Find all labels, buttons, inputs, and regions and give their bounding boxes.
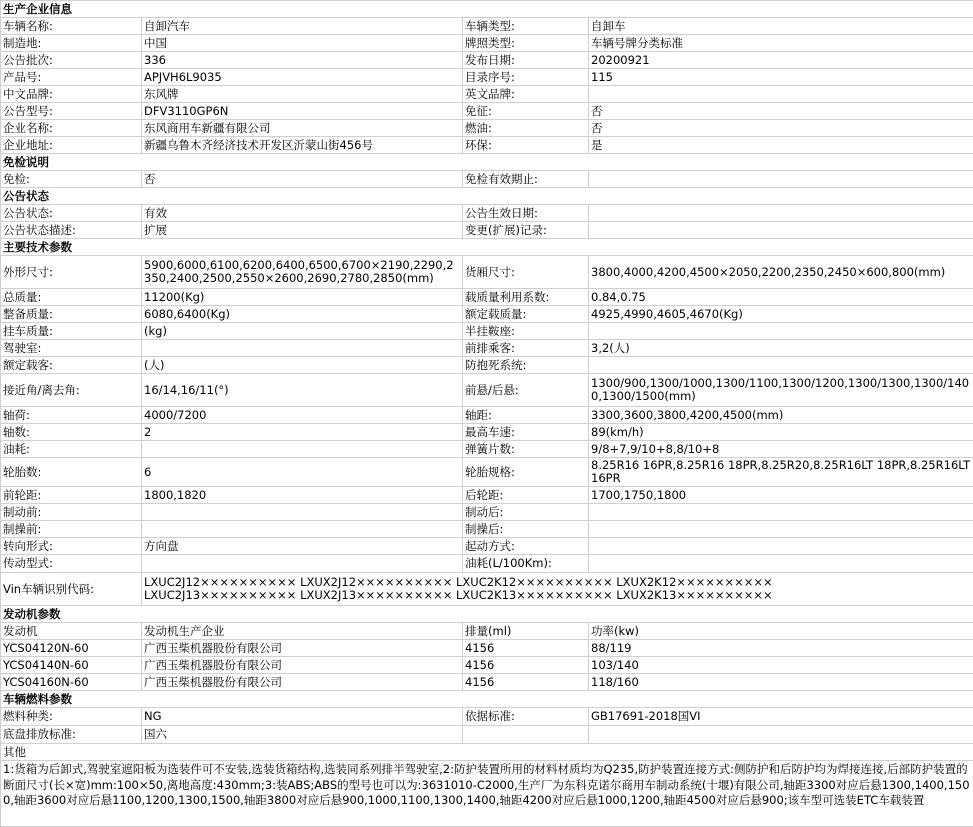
wheelbase-value: 3300,3600,3800,4200,4500(mm) <box>589 407 973 424</box>
emission-value: 国六 <box>142 726 463 744</box>
product-no-label: 产品号: <box>1 69 142 86</box>
engine-header-model: 发动机 <box>1 623 142 640</box>
vehicle-type-value: 自卸车 <box>589 18 973 35</box>
max-speed-label: 最高车速: <box>463 424 589 441</box>
vin-line-1: LXUC2J12×××××××××× LXUX2J12×××××××××× LXUC2K12×××××××××× LXUX2K12×××××××××× <box>144 576 971 589</box>
control-rear-value <box>589 521 973 538</box>
brake-front-label: 制动前: <box>1 504 142 521</box>
engine-displacement: 4156 <box>463 674 589 691</box>
engine-power: 103/140 <box>589 657 973 674</box>
vin-label: Vin车辆识别代码: <box>1 573 142 606</box>
cab-label: 驾驶室: <box>1 340 142 357</box>
status-label: 公告状态: <box>1 205 142 222</box>
rated-passengers-label: 额定载客: <box>1 357 142 374</box>
cab-value <box>142 340 463 357</box>
rated-passengers-value: (人) <box>142 357 463 374</box>
control-rear-label: 制操后: <box>463 521 589 538</box>
engine-power: 118/160 <box>589 674 973 691</box>
axles-label: 轴数: <box>1 424 142 441</box>
engine-header-maker: 发动机生产企业 <box>142 623 463 640</box>
model-label: 公告型号: <box>1 103 142 120</box>
engine-maker: 广西玉柴机器股份有限公司 <box>142 640 463 657</box>
gross-mass-value: 11200(Kg) <box>142 289 463 306</box>
fuel-use-label: 油耗: <box>1 441 142 458</box>
saddle-value <box>589 323 973 340</box>
en-brand-value <box>589 86 973 103</box>
load-util-label: 载质量利用系数: <box>463 289 589 306</box>
effective-date-label: 公告生效日期: <box>463 205 589 222</box>
section-title-producer: 生产企业信息 <box>1 1 973 18</box>
batch-value: 336 <box>142 52 463 69</box>
wheelbase-label: 轴距: <box>463 407 589 424</box>
emission-label: 底盘排放标准: <box>1 726 142 744</box>
brake-front-value <box>142 504 463 521</box>
eco-value: 是 <box>589 137 973 154</box>
company-value: 东风商用车新疆有限公司 <box>142 120 463 137</box>
other-label: 其他 <box>1 744 973 761</box>
product-no-value: APJVH6L9035 <box>142 69 463 86</box>
engine-model: YCS04160N-60 <box>1 674 142 691</box>
catalog-no-label: 目录序号: <box>463 69 589 86</box>
change-record-value <box>589 222 973 239</box>
saddle-label: 半挂鞍座: <box>463 323 589 340</box>
engine-maker: 广西玉柴机器股份有限公司 <box>142 657 463 674</box>
springs-value: 9/8+7,9/10+8,8/10+8 <box>589 441 973 458</box>
rated-load-value: 4925,4990,4605,4670(Kg) <box>589 306 973 323</box>
section-title-status: 公告状态 <box>1 188 973 205</box>
overhang-value: 1300/900,1300/1000,1300/1100,1300/1200,1300/1300,1300/1400,1300/1500(mm) <box>589 374 973 407</box>
engine-power: 88/119 <box>589 640 973 657</box>
abs-value <box>589 357 973 374</box>
tire-spec-label: 轮胎规格: <box>463 458 589 487</box>
drive-type-label: 传动型式: <box>1 555 142 573</box>
load-util-value: 0.84,0.75 <box>589 289 973 306</box>
engine-header-displacement: 排量(ml) <box>463 623 589 640</box>
section-title-tech: 主要技术参数 <box>1 239 973 256</box>
inspect-valid-until-value <box>589 171 973 188</box>
fuel-oil-label: 燃油: <box>463 120 589 137</box>
drive-type-value <box>142 555 463 573</box>
release-date-value: 20200921 <box>589 52 973 69</box>
status-value: 有效 <box>142 205 463 222</box>
fuel-100km-value <box>589 555 973 573</box>
steering-label: 转向形式: <box>1 538 142 555</box>
springs-label: 弹簧片数: <box>463 441 589 458</box>
engine-row <box>1 674 973 691</box>
tires-label: 轮胎数: <box>1 458 142 487</box>
tire-spec-value: 8.25R16 16PR,8.25R16 18PR,8.25R20,8.25R16LT 18PR,8.25R16LT 16PR <box>589 458 973 487</box>
origin-value: 中国 <box>142 35 463 52</box>
start-method-value <box>589 538 973 555</box>
front-track-label: 前轮距: <box>1 487 142 504</box>
exempt-label: 免征: <box>463 103 589 120</box>
dims-label: 外形尺寸: <box>1 256 142 289</box>
fuel-standard-label: 依据标准: <box>463 708 589 726</box>
company-label: 企业名称: <box>1 120 142 137</box>
axles-value: 2 <box>142 424 463 441</box>
address-label: 企业地址: <box>1 137 142 154</box>
vin-value <box>142 573 973 606</box>
gross-mass-label: 总质量: <box>1 289 142 306</box>
dims-value: 5900,6000,6100,6200,6400,6500,6700×2190,2290,2350,2400,2500,2550×2600,2690,2780,2850(mm) <box>142 256 463 289</box>
angles-label: 接近角/离去角: <box>1 374 142 407</box>
engine-maker: 广西玉柴机器股份有限公司 <box>142 674 463 691</box>
fuel-type-value: NG <box>142 708 463 726</box>
address-value: 新疆乌鲁木齐经济技术开发区沂蒙山街456号 <box>142 137 463 154</box>
vehicle-type-label: 车辆类型: <box>463 18 589 35</box>
control-front-label: 制操前: <box>1 521 142 538</box>
fuel-100km-label: 油耗(L/100Km): <box>463 555 589 573</box>
other-notes: 1:货箱为后卸式,驾驶室遮阳板为选装件可不安装,选装货箱结构,选装同系列排半驾驶室,2:防护装置所用的材料材质均为Q235,防护装置连接方式:侧防护和后防护均为焊接连接,后部防护装置的断面尺寸(长×宽)mm:100×50,离地高度:430mm;3:装ABS;ABS的型号也可以为:3631010-C2000,生产厂为东科克诺尔商用车制动系统(十堰)有限公司,轴距3300对应后悬1300,1400,1500,轴距3600对应后悬1100,1200,1300,1500,轴距3800对应后悬900,1000,1100,1300,1400,轴距4200对应后悬1000,1200,轴距4500对应后悬900;该车型可选装ETC车载装置 <box>1 761 973 827</box>
catalog-no-value: 115 <box>589 69 973 86</box>
fuel-type-label: 燃料种类: <box>1 708 142 726</box>
start-method-label: 起动方式: <box>463 538 589 555</box>
axle-load-value: 4000/7200 <box>142 407 463 424</box>
engine-model: YCS04140N-60 <box>1 657 142 674</box>
empty-cell <box>463 726 589 744</box>
engine-model: YCS04120N-60 <box>1 640 142 657</box>
engine-displacement: 4156 <box>463 640 589 657</box>
cargo-dims-value: 3800,4000,4200,4500×2050,2200,2350,2450×600,800(mm) <box>589 256 973 289</box>
engine-displacement: 4156 <box>463 657 589 674</box>
vin-line-2: LXUC2J13×××××××××× LXUX2J13×××××××××× LXUC2K13×××××××××× LXUX2K13×××××××××× <box>144 589 971 602</box>
engine-header-power: 功率(kw) <box>589 623 973 640</box>
rated-load-label: 额定载质量: <box>463 306 589 323</box>
fuel-oil-value: 否 <box>589 120 973 137</box>
abs-label: 防抱死系统: <box>463 357 589 374</box>
status-desc-label: 公告状态描述: <box>1 222 142 239</box>
brake-rear-label: 制动后: <box>463 504 589 521</box>
inspect-value: 否 <box>142 171 463 188</box>
fuel-use-value <box>142 441 463 458</box>
plate-type-label: 牌照类型: <box>463 35 589 52</box>
cn-brand-value: 东风牌 <box>142 86 463 103</box>
empty-cell <box>589 726 973 744</box>
steering-value: 方向盘 <box>142 538 463 555</box>
release-date-label: 发布日期: <box>463 52 589 69</box>
brake-rear-value <box>589 504 973 521</box>
origin-label: 制造地: <box>1 35 142 52</box>
engine-row <box>1 657 973 674</box>
section-title-exemption: 免检说明 <box>1 154 973 171</box>
angles-value: 16/14,16/11(°) <box>142 374 463 407</box>
trailer-mass-label: 挂车质量: <box>1 323 142 340</box>
status-desc-value: 扩展 <box>142 222 463 239</box>
exempt-value: 否 <box>589 103 973 120</box>
effective-date-value <box>589 205 973 222</box>
engine-row <box>1 640 973 657</box>
en-brand-label: 英文品牌: <box>463 86 589 103</box>
overhang-label: 前悬/后悬: <box>463 374 589 407</box>
section-title-fuel: 车辆燃料参数 <box>1 691 973 708</box>
cn-brand-label: 中文品牌: <box>1 86 142 103</box>
axle-load-label: 轴荷: <box>1 407 142 424</box>
control-front-value <box>142 521 463 538</box>
cargo-dims-label: 货厢尺寸: <box>463 256 589 289</box>
rear-track-value: 1700,1750,1800 <box>589 487 973 504</box>
front-passengers-label: 前排乘客: <box>463 340 589 357</box>
curb-mass-value: 6080,6400(Kg) <box>142 306 463 323</box>
model-value: DFV3110GP6N <box>142 103 463 120</box>
eco-label: 环保: <box>463 137 589 154</box>
fuel-standard-value: GB17691-2018国VI <box>589 708 973 726</box>
inspect-label: 免检: <box>1 171 142 188</box>
max-speed-value: 89(km/h) <box>589 424 973 441</box>
section-title-engine: 发动机参数 <box>1 606 973 623</box>
vehicle-name-label: 车辆名称: <box>1 18 142 35</box>
trailer-mass-value: (kg) <box>142 323 463 340</box>
change-record-label: 变更(扩展)记录: <box>463 222 589 239</box>
front-passengers-value: 3,2(人) <box>589 340 973 357</box>
tires-value: 6 <box>142 458 463 487</box>
rear-track-label: 后轮距: <box>463 487 589 504</box>
vehicle-name-value: 自卸汽车 <box>142 18 463 35</box>
front-track-value: 1800,1820 <box>142 487 463 504</box>
batch-label: 公告批次: <box>1 52 142 69</box>
curb-mass-label: 整备质量: <box>1 306 142 323</box>
plate-type-value: 车辆号牌分类标准 <box>589 35 973 52</box>
inspect-valid-until-label: 免检有效期止: <box>463 171 589 188</box>
